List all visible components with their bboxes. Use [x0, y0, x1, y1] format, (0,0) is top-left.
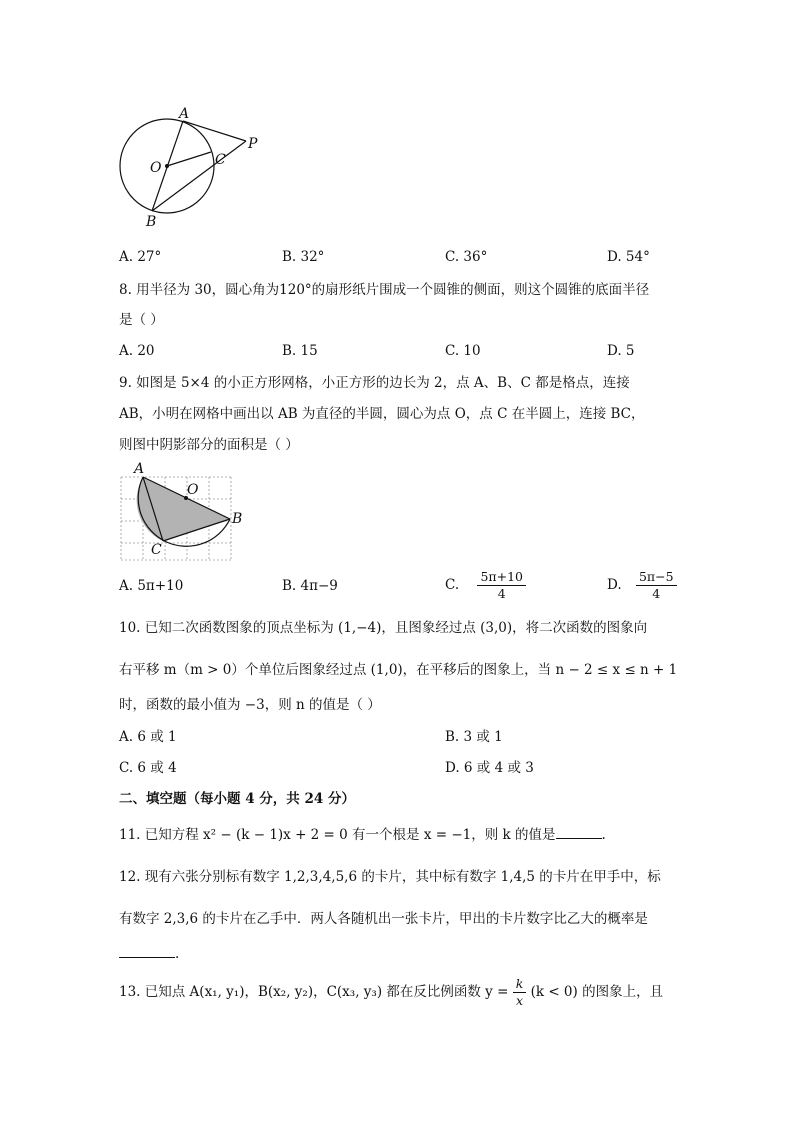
- q9-option-c-numerator: 5π+10: [477, 569, 526, 586]
- q8-option-c: C. 10: [445, 343, 481, 359]
- label-O: O: [150, 160, 162, 176]
- q13-denominator: x: [515, 993, 524, 1008]
- label-B: B: [146, 214, 157, 230]
- label-C: C: [151, 542, 162, 558]
- label-A: A: [179, 106, 190, 122]
- q13-end: (k < 0) 的图象上，且: [530, 984, 664, 1000]
- q7-option-d: D. 54°: [607, 249, 650, 265]
- q8-line1: 8. 用半径为 30，圆心角为120°的扇形纸片围成一个圆锥的侧面，则这个圆锥的底面半径: [119, 282, 650, 298]
- q7-option-c: C. 36°: [445, 249, 488, 265]
- q9-option-a: A. 5π+10: [119, 578, 184, 594]
- q13-fraction: [513, 976, 527, 1009]
- q12-line1: 12. 现有六张分别标有数字 1,2,3,4,5,6 的卡片，其中标有数字 1,4,5 的卡片在甲手中，标: [119, 869, 661, 885]
- q9-option-c-fraction: [477, 569, 526, 602]
- q8-option-b: B. 15: [282, 343, 318, 359]
- q11: [119, 824, 606, 846]
- q13-text: 13. 已知点 A(x₁, y₁)，B(x₂, y₂)，C(x₃, y₃) 都在反比例函数 y =: [119, 984, 509, 1000]
- q7-option-a: A. 27°: [119, 249, 162, 265]
- segment-OC: [167, 152, 211, 166]
- q13-numerator: k: [513, 976, 527, 993]
- label-B: B: [232, 511, 243, 527]
- q11-answer-blank: [556, 824, 602, 839]
- question9-figure: [115, 460, 255, 565]
- q12-line2: 有数字 2,3,6 的卡片在乙手中．两人各随机出一张卡片，甲出的卡片数字比乙大的概率是: [119, 911, 648, 927]
- q9-option-d: [607, 565, 677, 605]
- q9-option-d-fraction: [636, 569, 677, 602]
- q8-option-d: D. 5: [607, 343, 635, 359]
- q13: [119, 972, 663, 1012]
- q9-line2: AB，小明在网格中画出以 AB 为直径的半圆，圆心为点 O，点 C 在半圆上，连接 BC，: [119, 406, 645, 422]
- label-C: C: [215, 152, 226, 168]
- q12-line3: [119, 943, 179, 965]
- q8-option-a: A. 20: [119, 343, 155, 359]
- label-P: P: [248, 136, 258, 152]
- q9-line1: 9. 如图是 5×4 的小正方形网格，小正方形的边长为 2，点 A、B、C 都是格点，连接: [119, 375, 630, 391]
- q11-end: .: [601, 827, 606, 843]
- q10-option-b: B. 3 或 1: [445, 729, 503, 745]
- q12-answer-blank: [119, 943, 175, 958]
- q10-option-a: A. 6 或 1: [119, 729, 177, 745]
- q9-line3: 则图中阴影部分的面积是（ ）: [119, 437, 299, 453]
- q10-line1: 10. 已知二次函数图象的顶点坐标为 (1,−4)，且图象经过点 (3,0)，将二次函数的图象向: [119, 620, 648, 636]
- q12-end: .: [175, 946, 180, 962]
- label-O: O: [187, 482, 199, 498]
- q9-option-d-denominator: 4: [652, 586, 661, 601]
- q10-option-c: C. 6 或 4: [119, 760, 177, 776]
- q9-option-c: [445, 565, 526, 605]
- q8-line2: 是（ ）: [119, 312, 164, 328]
- q9-option-d-label: D.: [607, 577, 622, 593]
- q7-option-b: B. 32°: [282, 249, 325, 265]
- q10-line3: 时，函数的最小值为 −3，则 n 的值是（ ）: [119, 697, 381, 713]
- q9-option-d-numerator: 5π−5: [636, 569, 677, 586]
- segment-AP: [183, 121, 246, 141]
- label-A: A: [134, 461, 145, 477]
- q10-option-d: D. 6 或 4 或 3: [445, 760, 534, 776]
- q11-text: 11. 已知方程 x² − (k − 1)x + 2 = 0 有一个根是 x = −1，则 k 的值是: [119, 827, 556, 843]
- section-heading-fill-in: 二、填空题（每小题 4 分，共 24 分）: [119, 791, 355, 807]
- center-point: [165, 164, 169, 168]
- q9-option-b: B. 4π−9: [282, 578, 338, 594]
- q9-option-c-label: C.: [445, 577, 460, 593]
- q10-line2: 右平移 m（m > 0）个单位后图象经过点 (1,0)，在平移后的图象上，当 n − 2 ≤ x ≤ n + 1: [119, 662, 678, 678]
- q9-option-c-denominator: 4: [497, 586, 506, 601]
- question7-figure: [110, 104, 270, 234]
